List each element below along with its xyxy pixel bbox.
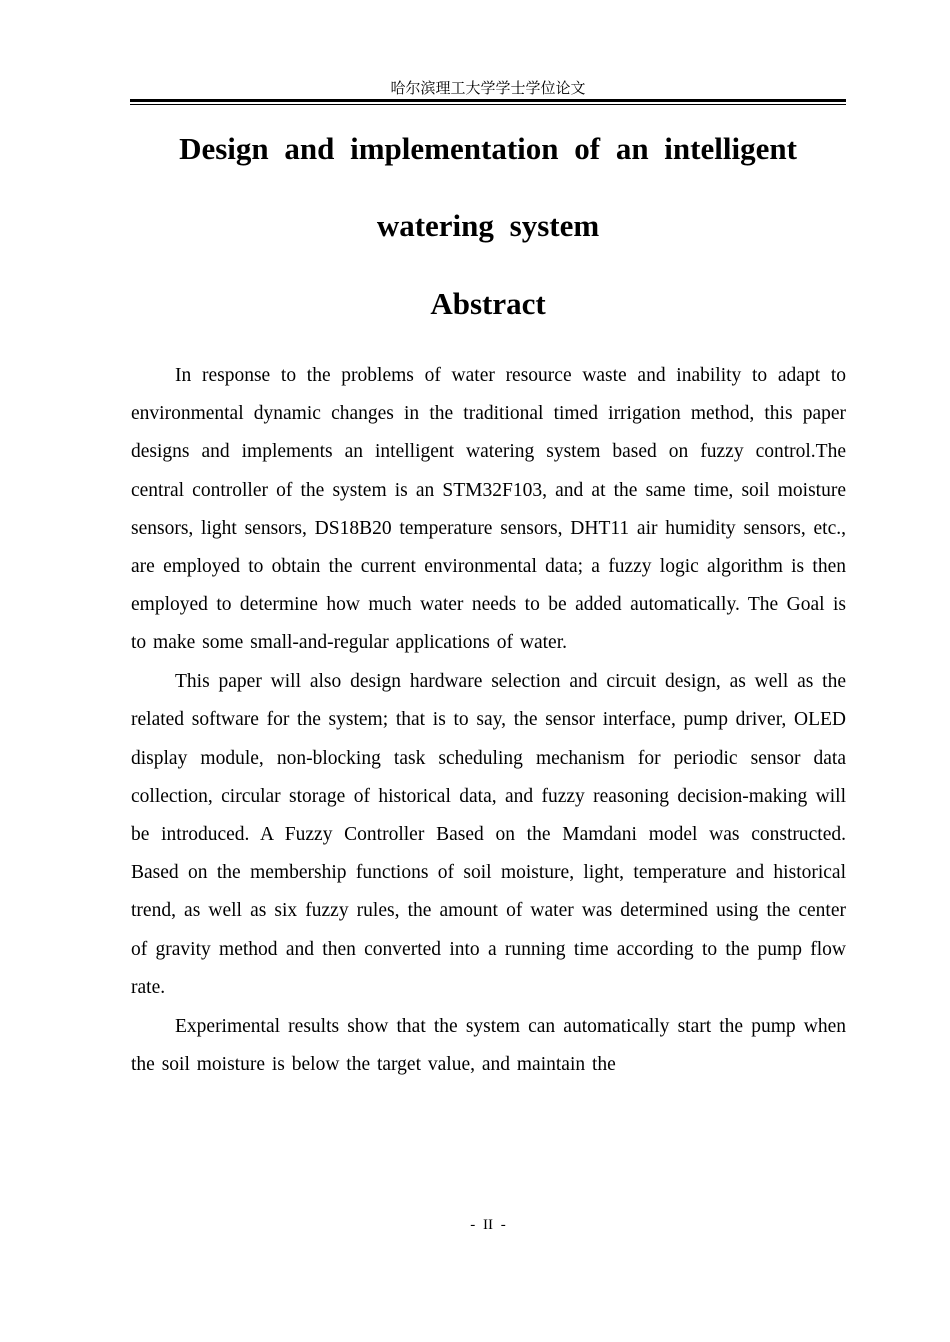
page-number: - II -	[470, 1217, 506, 1233]
header-rule-thick	[130, 99, 846, 102]
abstract-heading: Abstract	[430, 286, 546, 321]
thesis-title-line-2: watering system	[376, 208, 600, 243]
abstract-paragraph-2: This paper will also design hardware selection and circuit design, as well as the related software for the system; that is to say, the sensor interface, pump driver, OLED display module, non-blocking task scheduling mechanism for periodic sensor data collection, circular storage of historical data, and fuzzy reasoning decision-making will be introduced. A Fuzzy Controller Based on the Mamdani model was constructed. Based on the membership functions of soil moisture, light, temperature and historical trend, as well as six fuzzy rules, the amount of water was determined using the center of gravity method and then converted into a running time according to the pump flow rate.	[131, 671, 846, 998]
abstract-paragraph-1: In response to the problems of water resource waste and inability to adapt to environmental dynamic changes in the traditional timed irrigation method, this paper designs and implements an intelligent watering system based on fuzzy control.The central controller of the system is an STM32F103, and at the same time, soil moisture sensors, light sensors, DS18B20 temperature sensors, DHT11 air humidity sensors, etc., are employed to obtain the current environmental data; a fuzzy logic algorithm is then employed to determine how much water needs to be added automatically. The Goal is to make some small-and-regular applications of water.	[131, 365, 846, 654]
thesis-title-line-1: Design and implementation of an intelligent	[179, 131, 797, 166]
abstract-body	[131, 357, 846, 1084]
running-header: 哈尔滨理工大学学士学位论文	[390, 79, 586, 97]
abstract-paragraph-3: Experimental results show that the system can automatically start the pump when the soil moisture is below the target value, and maintain the	[131, 1015, 846, 1075]
header-rule-thin	[130, 104, 846, 105]
